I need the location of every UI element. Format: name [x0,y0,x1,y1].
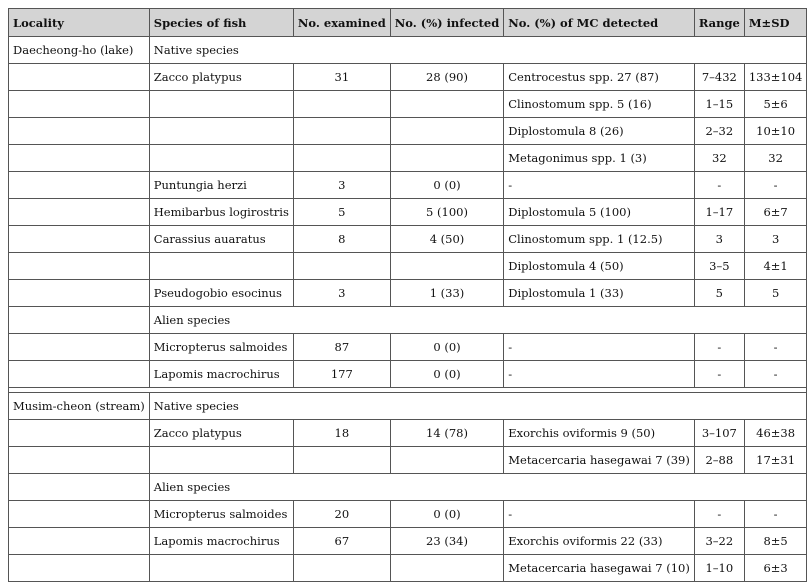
header-species: Species of fish [149,9,293,37]
species-cell: Carassius auaratus [149,226,293,253]
msd-cell: 46±38 [744,420,807,447]
group-label: Native species [149,393,807,420]
table-row [9,334,807,361]
table-row [9,145,807,172]
msd-cell: 6±3 [744,555,807,582]
species-cell: Zacco platypus [149,64,293,91]
header-examined: No. examined [293,9,390,37]
table-row [9,118,807,145]
locality-cell [9,91,150,118]
range-cell: 3–22 [694,528,744,555]
group-label-row [9,474,807,501]
table-row [9,280,807,307]
species-cell [149,253,293,280]
table-row [9,361,807,388]
examined-cell: 3 [293,280,390,307]
infected-cell [390,253,503,280]
examined-cell [293,447,390,474]
examined-cell: 31 [293,64,390,91]
species-cell: Zacco platypus [149,420,293,447]
table-row [9,420,807,447]
range-cell: 1–10 [694,555,744,582]
table-row [9,64,807,91]
group-label-row [9,393,807,420]
msd-cell: 3 [744,226,807,253]
table-row [9,253,807,280]
mc-cell: - [504,334,695,361]
mc-cell: Diplostomula 8 (26) [504,118,695,145]
range-cell: 5 [694,280,744,307]
range-cell: 3–5 [694,253,744,280]
header-row [9,9,807,37]
examined-cell: 87 [293,334,390,361]
range-cell: - [694,501,744,528]
msd-cell: 8±5 [744,528,807,555]
table-container [8,8,807,582]
locality-cell [9,420,150,447]
locality-cell [9,280,150,307]
locality-cell [9,361,150,388]
table-row [9,501,807,528]
infected-cell: 14 (78) [390,420,503,447]
range-cell: 2–32 [694,118,744,145]
mc-cell: Clinostomum spp. 1 (12.5) [504,226,695,253]
mc-cell: Clinostomum spp. 5 (16) [504,91,695,118]
range-cell: 3–107 [694,420,744,447]
locality-cell [9,199,150,226]
table-row [9,226,807,253]
parasite-table [8,8,807,582]
table-row [9,555,807,582]
range-cell: 32 [694,145,744,172]
examined-cell: 3 [293,172,390,199]
infected-cell [390,118,503,145]
range-cell: 7–432 [694,64,744,91]
range-cell: 2–88 [694,447,744,474]
locality-cell [9,474,150,501]
species-cell [149,118,293,145]
msd-cell: 17±31 [744,447,807,474]
locality-cell [9,226,150,253]
group-label-row [9,307,807,334]
header-mc: No. (%) of MC detected [504,9,695,37]
mc-cell: Exorchis oviformis 9 (50) [504,420,695,447]
range-cell: 3 [694,226,744,253]
mc-cell: Diplostomula 5 (100) [504,199,695,226]
header-locality: Locality [9,9,150,37]
infected-cell: 4 (50) [390,226,503,253]
examined-cell [293,555,390,582]
header-range: Range [694,9,744,37]
species-cell [149,555,293,582]
locality-cell [9,447,150,474]
msd-cell: - [744,334,807,361]
mc-cell: Diplostomula 1 (33) [504,280,695,307]
mc-cell: - [504,361,695,388]
msd-cell: 4±1 [744,253,807,280]
range-cell: 1–17 [694,199,744,226]
infected-cell: 0 (0) [390,334,503,361]
locality-cell [9,253,150,280]
locality-cell [9,501,150,528]
group-label-row [9,37,807,64]
msd-cell: 32 [744,145,807,172]
msd-cell: 5 [744,280,807,307]
examined-cell [293,253,390,280]
msd-cell: - [744,361,807,388]
examined-cell: 18 [293,420,390,447]
msd-cell: - [744,501,807,528]
group-label: Alien species [149,474,807,501]
msd-cell: 5±6 [744,91,807,118]
locality-cell [9,118,150,145]
examined-cell: 5 [293,199,390,226]
locality-cell [9,334,150,361]
species-cell [149,91,293,118]
infected-cell: 0 (0) [390,361,503,388]
range-cell: 1–15 [694,91,744,118]
locality-cell: Musim-cheon (stream) [9,393,150,420]
table-row [9,447,807,474]
examined-cell [293,118,390,145]
range-cell: - [694,172,744,199]
mc-cell: Exorchis oviformis 22 (33) [504,528,695,555]
infected-cell [390,145,503,172]
mc-cell: - [504,501,695,528]
locality-cell [9,528,150,555]
species-cell [149,447,293,474]
msd-cell: - [744,172,807,199]
infected-cell: 1 (33) [390,280,503,307]
species-cell: Lapomis macrochirus [149,528,293,555]
locality-cell [9,145,150,172]
locality-cell: Daecheong-ho (lake) [9,37,150,64]
species-cell: Lapomis macrochirus [149,361,293,388]
mc-cell: Diplostomula 4 (50) [504,253,695,280]
group-label: Alien species [149,307,807,334]
locality-cell [9,307,150,334]
species-cell: Hemibarbus logirostris [149,199,293,226]
species-cell [149,145,293,172]
locality-cell [9,172,150,199]
species-cell: Pseudogobio esocinus [149,280,293,307]
locality-cell [9,64,150,91]
header-msd: M±SD [744,9,807,37]
species-cell: Micropterus salmoides [149,501,293,528]
msd-cell: 10±10 [744,118,807,145]
species-cell: Micropterus salmoides [149,334,293,361]
examined-cell: 8 [293,226,390,253]
infected-cell [390,91,503,118]
mc-cell: Metacercaria hasegawai 7 (10) [504,555,695,582]
group-label: Native species [149,37,807,64]
table-row [9,528,807,555]
mc-cell: Metacercaria hasegawai 7 (39) [504,447,695,474]
mc-cell: Centrocestus spp. 27 (87) [504,64,695,91]
mc-cell: Metagonimus spp. 1 (3) [504,145,695,172]
table-row [9,172,807,199]
table-row [9,199,807,226]
msd-cell: 6±7 [744,199,807,226]
infected-cell: 0 (0) [390,172,503,199]
examined-cell: 67 [293,528,390,555]
range-cell: - [694,334,744,361]
species-cell: Puntungia herzi [149,172,293,199]
examined-cell: 177 [293,361,390,388]
msd-cell: 133±104 [744,64,807,91]
infected-cell [390,555,503,582]
mc-cell: - [504,172,695,199]
range-cell: - [694,361,744,388]
examined-cell [293,145,390,172]
infected-cell: 5 (100) [390,199,503,226]
infected-cell: 0 (0) [390,501,503,528]
infected-cell [390,447,503,474]
examined-cell [293,91,390,118]
infected-cell: 23 (34) [390,528,503,555]
infected-cell: 28 (90) [390,64,503,91]
examined-cell: 20 [293,501,390,528]
header-infected: No. (%) infected [390,9,503,37]
locality-cell [9,555,150,582]
table-row [9,91,807,118]
